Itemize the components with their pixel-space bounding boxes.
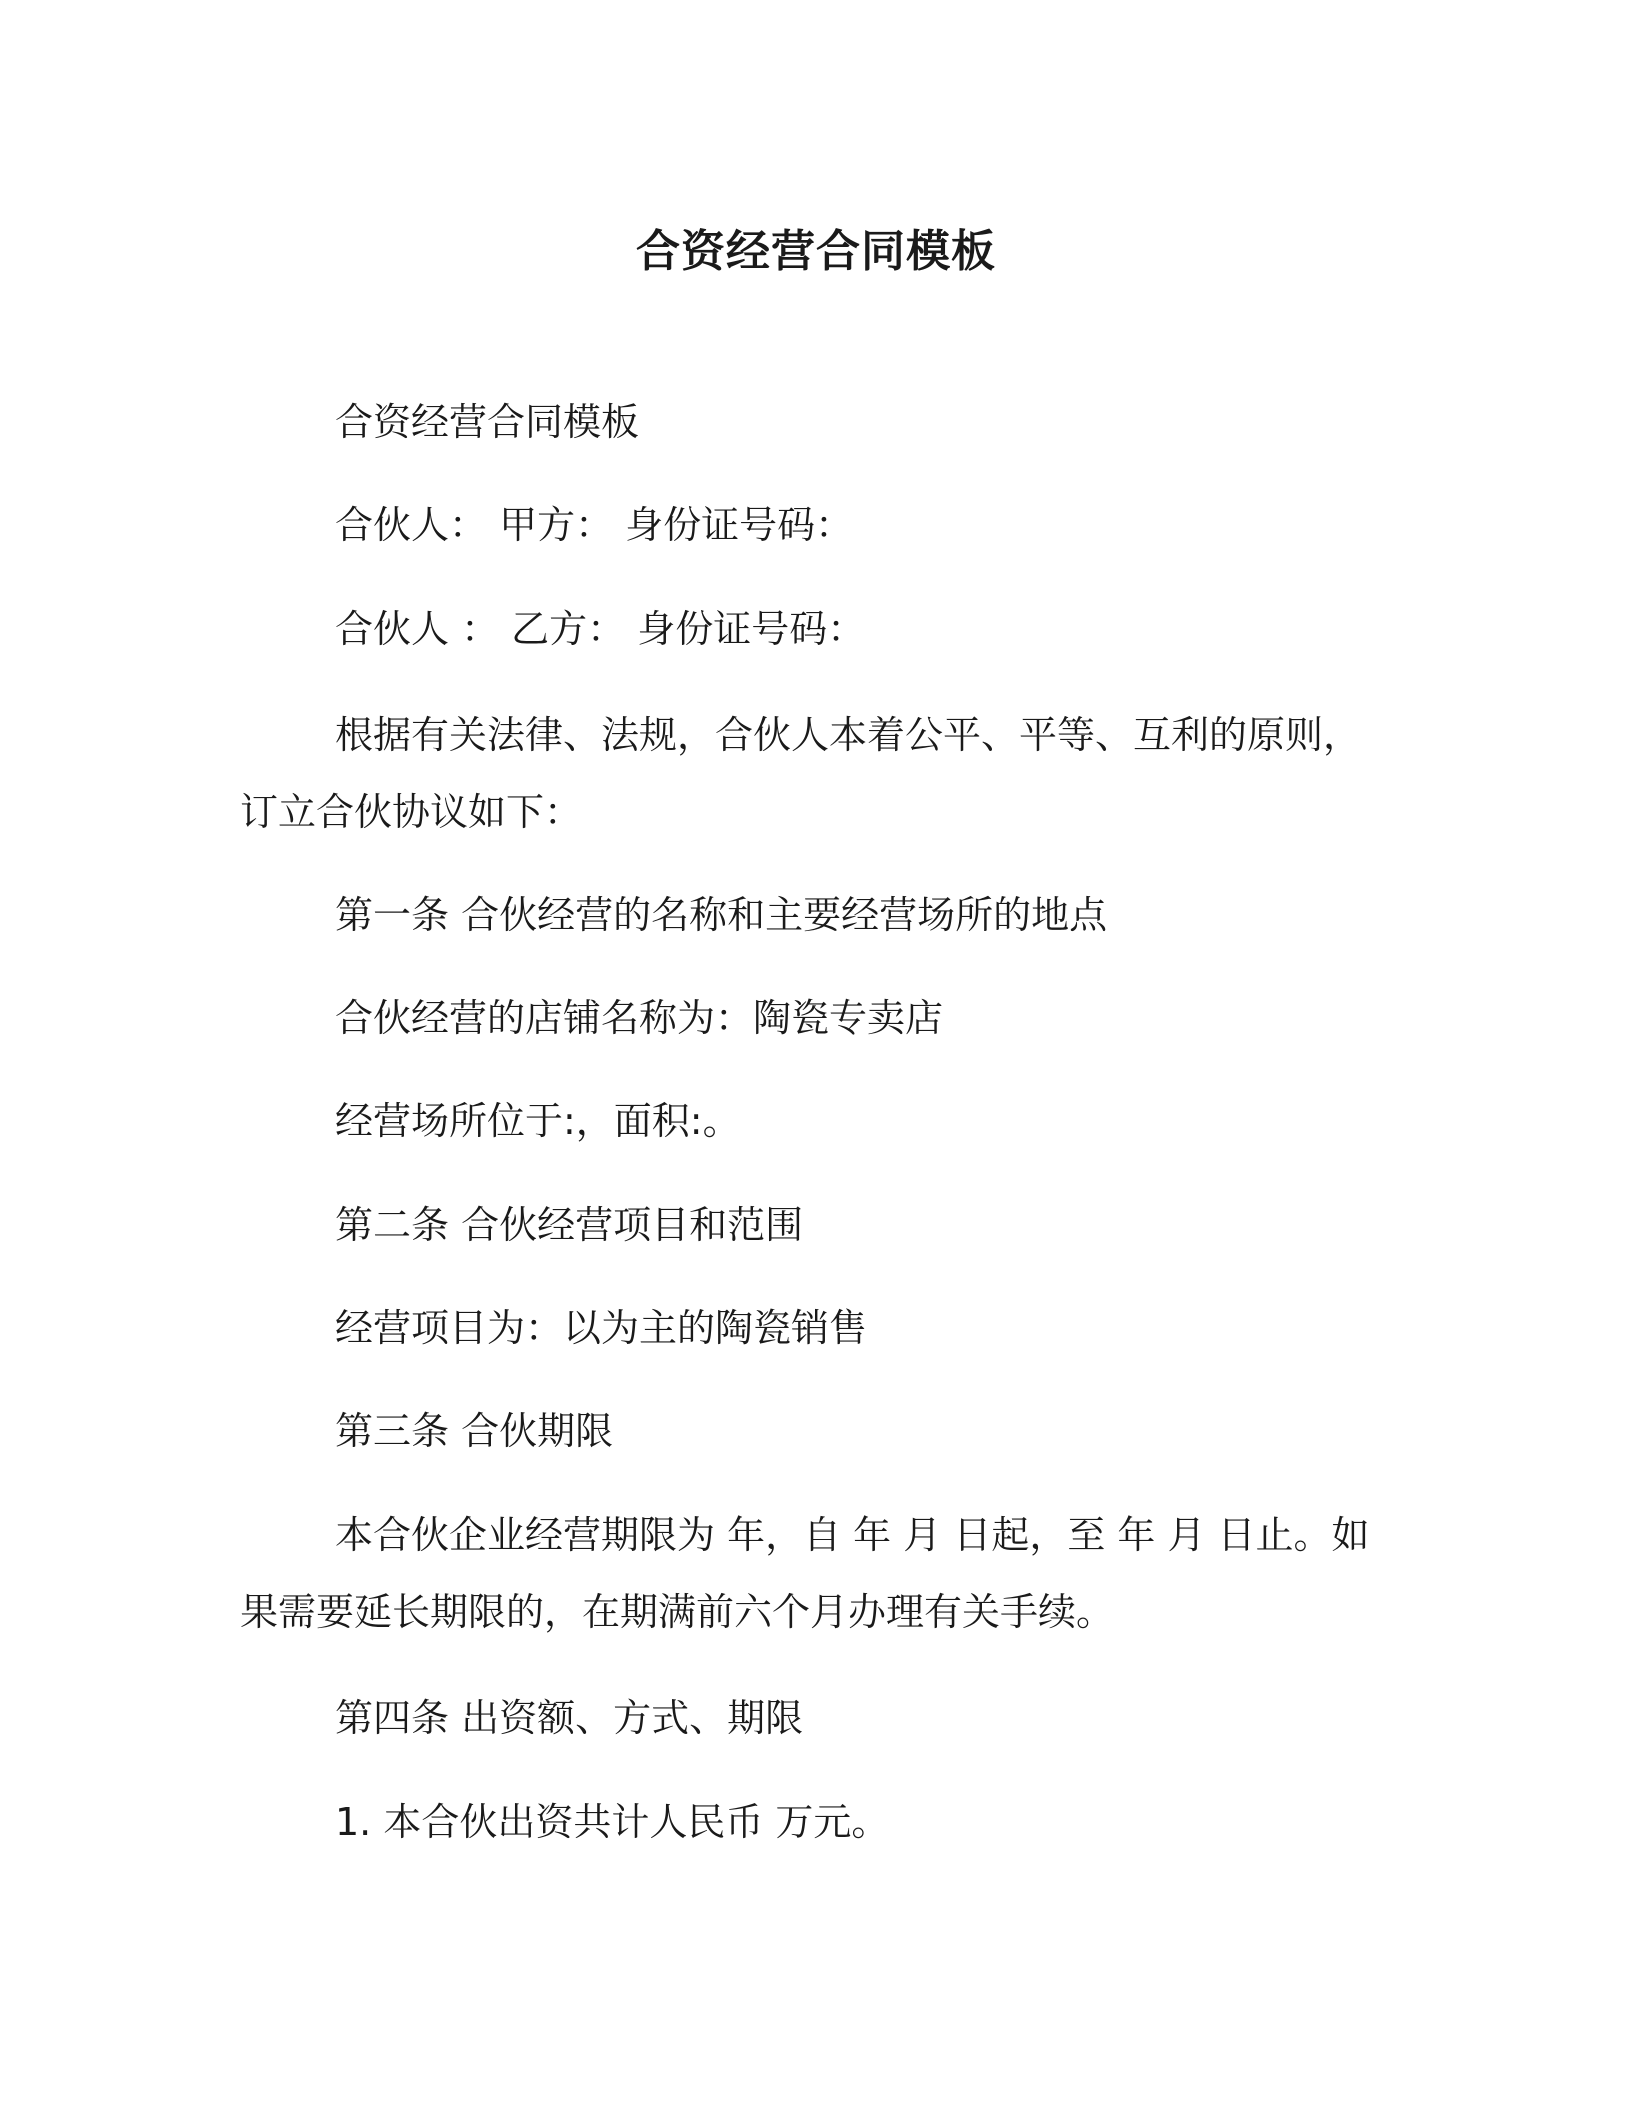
store-name-line: 合伙经营的店铺名称为：陶瓷专卖店	[335, 996, 944, 1040]
partner-a-line: 合伙人： 甲方： 身份证号码：	[335, 503, 854, 547]
document-title: 合资经营合同模板	[636, 226, 996, 277]
location-line: 经营场所位于:，面积:。	[335, 1099, 741, 1143]
partner-b-line: 合伙人 ： 乙方： 身份证号码：	[335, 607, 866, 651]
article-2-heading: 第二条 合伙经营项目和范围	[335, 1203, 804, 1247]
subtitle-line: 合资经营合同模板	[335, 400, 640, 444]
article-3-heading: 第三条 合伙期限	[335, 1409, 614, 1453]
capital-line: 1. 本合伙出资共计人民币 万元。	[335, 1800, 890, 1844]
term-paragraph: 本合伙企业经营期限为 年，自 年 月 日起，至 年 月 日止。如果需要延长期限的，在期满前六个月办理有关手续。	[240, 1513, 1370, 1634]
article-1-heading: 第一条 合伙经营的名称和主要经营场所的地点	[335, 893, 1108, 937]
article-4-heading: 第四条 出资额、方式、期限	[335, 1696, 804, 1740]
business-scope-line: 经营项目为：以为主的陶瓷销售	[335, 1306, 868, 1350]
preamble-paragraph: 根据有关法律、法规，合伙人本着公平、平等、互利的原则，订立合伙协议如下：	[240, 713, 1362, 834]
